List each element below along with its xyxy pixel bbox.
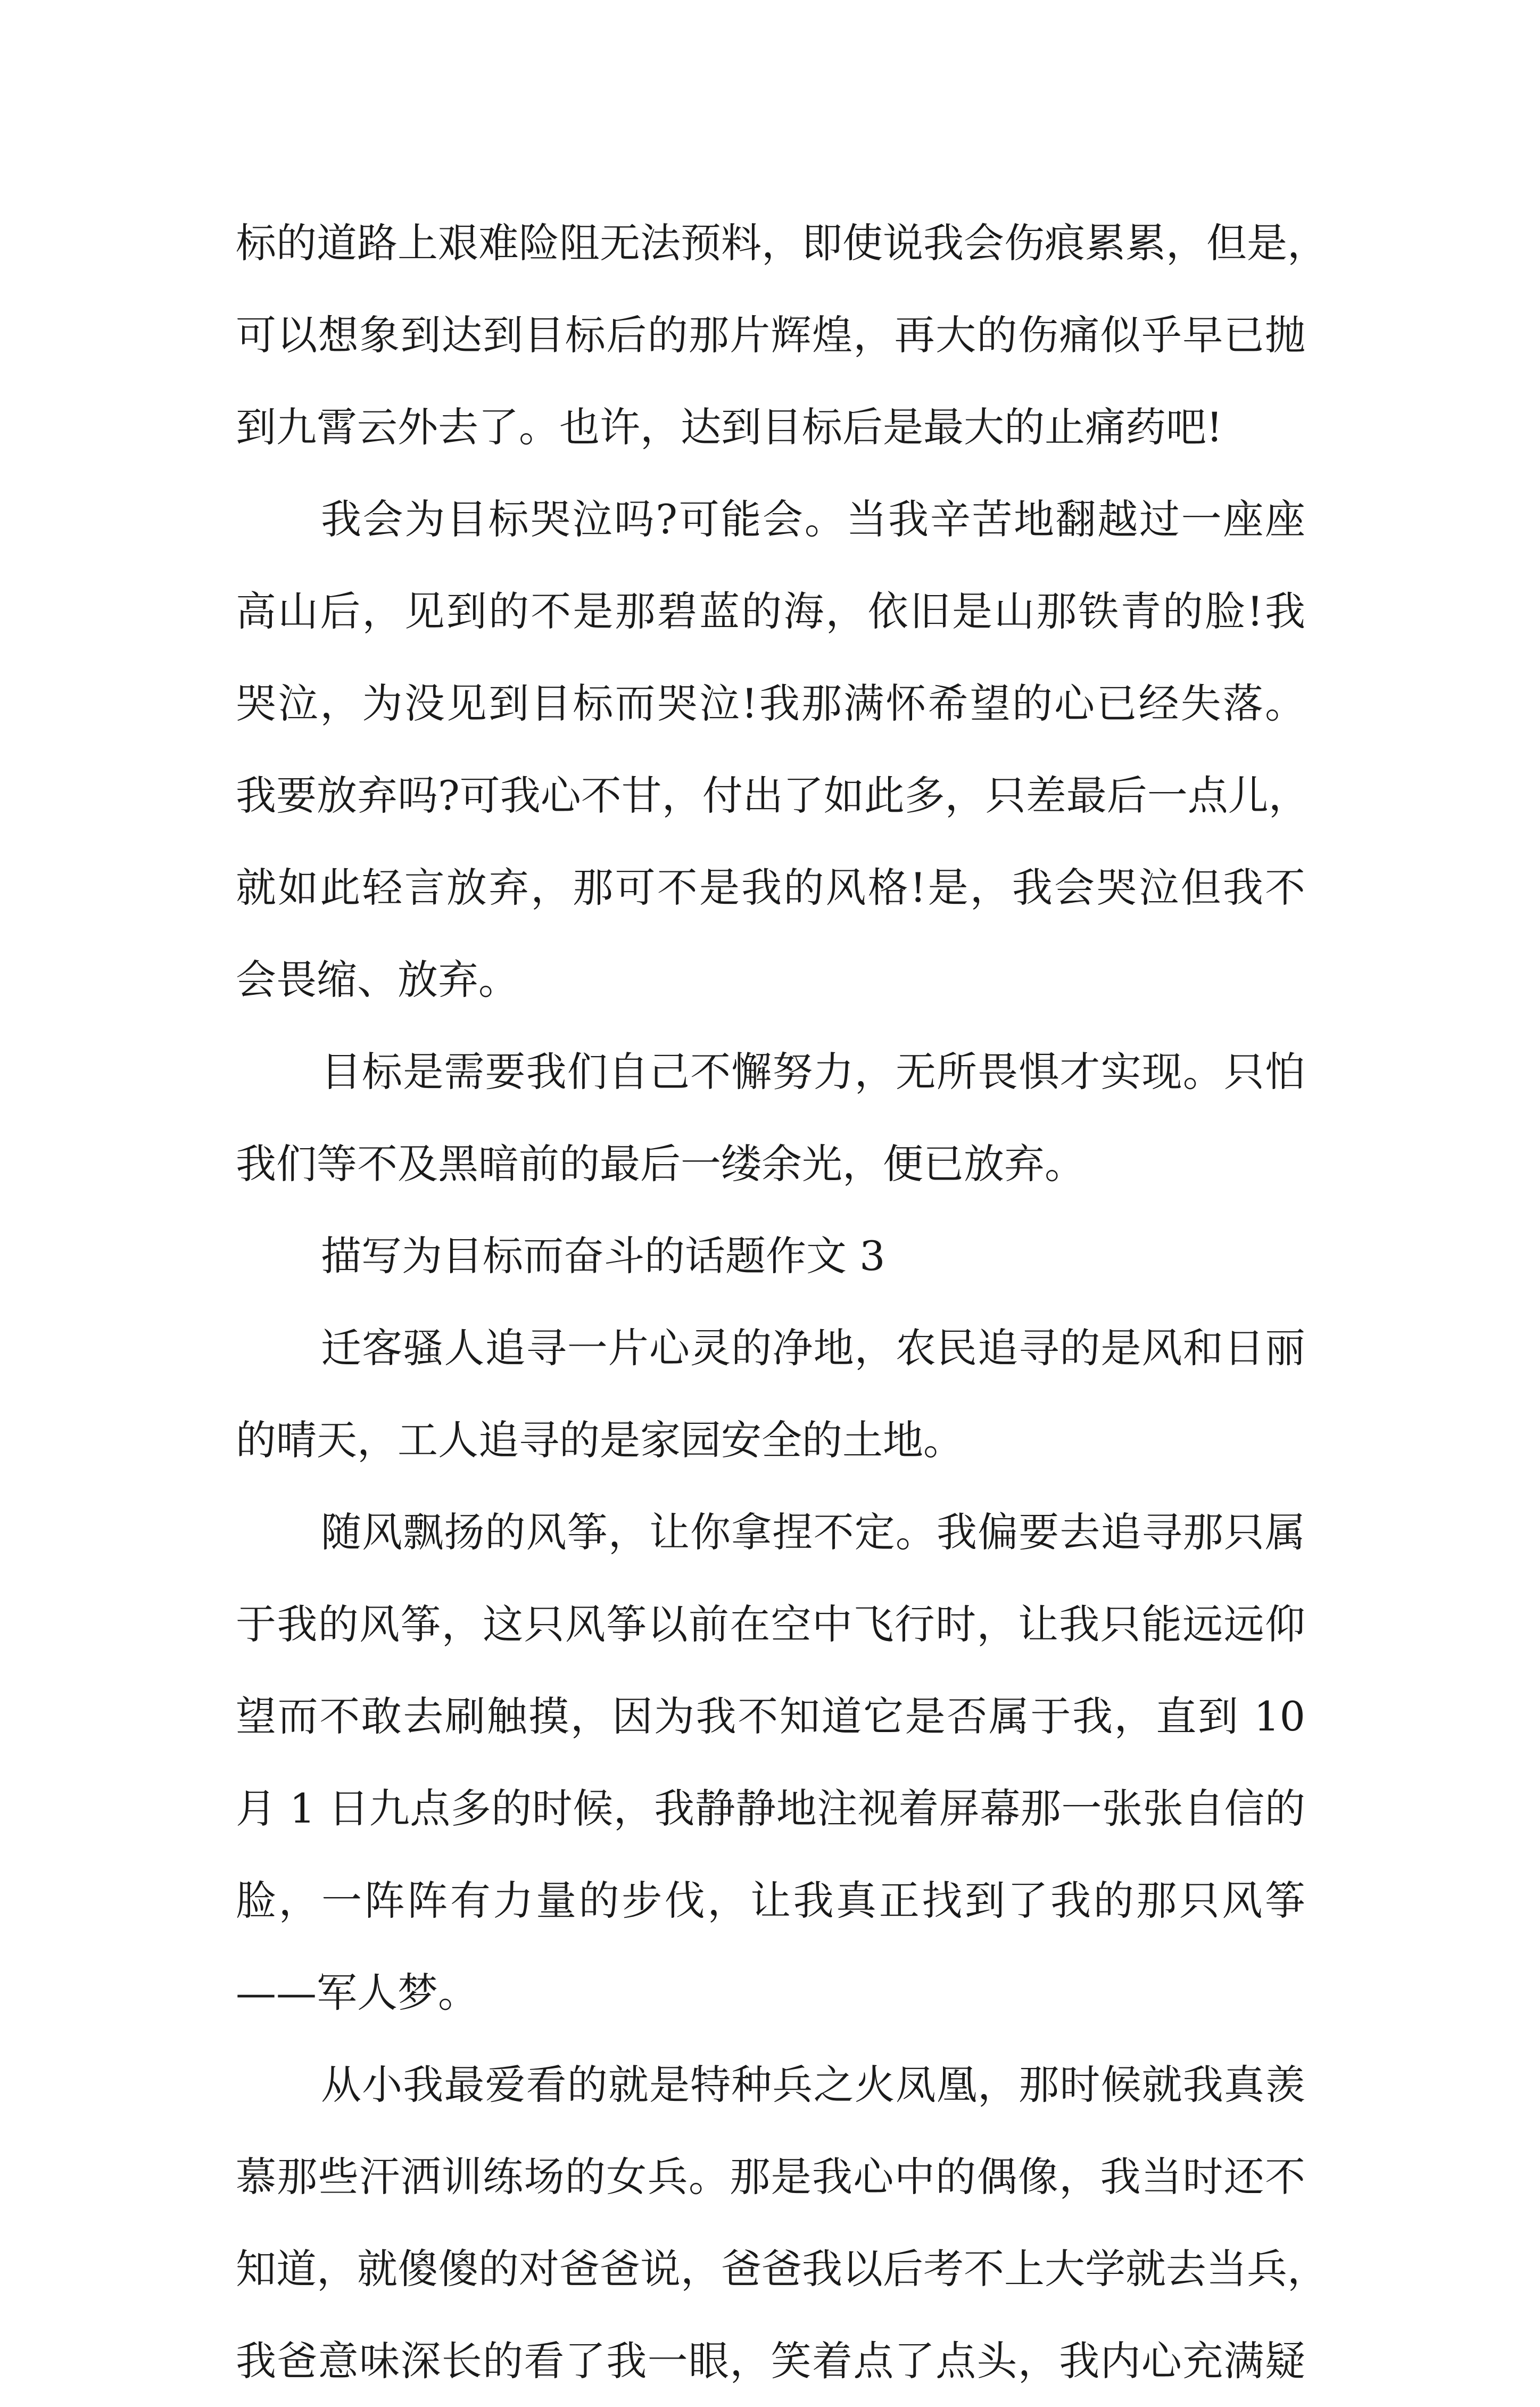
paragraph-first-line: 从小我最爱看的就是特种兵之火凤凰，那时候就我真羡 (321, 2061, 1305, 2108)
text-line: 知道，就傻傻的对爸爸说，爸爸我以后考不上大学就去当兵， (236, 2245, 1328, 2293)
text-line: 哭泣，为没见到目标而哭泣!我那满怀希望的心已经失落。 (236, 680, 1305, 727)
text-line: 望而不敢去刷触摸，因为我不知道它是否属于我，直到 10 (236, 1693, 1305, 1740)
text-line: 到九霄云外去了。也许，达到目标后是最大的止痛药吧! (236, 403, 1223, 451)
text-line: 慕那些汗洒训练场的女兵。那是我心中的偶像，我当时还不 (236, 2153, 1305, 2200)
text-line: 会畏缩、放弃。 (236, 956, 519, 1003)
paragraph-first-line: 我会为目标哭泣吗?可能会。当我辛苦地翻越过一座座 (321, 496, 1305, 543)
text-line: 我们等不及黑暗前的最后一缕余光，便已放弃。 (236, 1140, 1085, 1188)
text-line: 高山后，见到的不是那碧蓝的海，依旧是山那铁青的脸!我 (236, 588, 1305, 635)
text-line: ——军人梦。 (236, 1969, 478, 2016)
paragraph-first-line: 随风飘扬的风筝，让你拿捏不定。我偏要去追寻那只属 (321, 1509, 1305, 1556)
text-line: 就如此轻言放弃，那可不是我的风格!是，我会哭泣但我不 (236, 864, 1305, 911)
paragraph-first-line: 迁客骚人追寻一片心灵的净地，农民追寻的是风和日丽 (321, 1324, 1305, 1372)
text-line: 我爸意味深长的看了我一眼，笑着点了点头，我内心充满疑 (236, 2337, 1305, 2385)
text-line: 标的道路上艰难险阻无法预料，即使说我会伤痕累累，但是， (236, 219, 1328, 267)
text-line: 可以想象到达到目标后的那片辉煌，再大的伤痛似乎早已抛 (236, 311, 1305, 359)
text-line: 我要放弃吗?可我心不甘，付出了如此多，只差最后一点儿， (236, 772, 1309, 819)
document-body (236, 197, 1328, 2407)
text-line: 的晴天，工人追寻的是家园安全的土地。 (236, 1416, 964, 1464)
paragraph-first-line: 目标是需要我们自己不懈努力，无所畏惧才实现。只怕 (321, 1048, 1305, 1095)
text-line: 脸，一阵阵有力量的步伐，让我真正找到了我的那只风筝 (236, 1877, 1305, 1924)
text-line: 月 1 日九点多的时候，我静静地注视着屏幕那一张张自信的 (236, 1785, 1305, 1832)
paragraph-first-line: 描写为目标而奋斗的话题作文 3 (321, 1232, 885, 1280)
text-line: 于我的风筝，这只风筝以前在空中飞行时，让我只能远远仰 (236, 1601, 1305, 1648)
